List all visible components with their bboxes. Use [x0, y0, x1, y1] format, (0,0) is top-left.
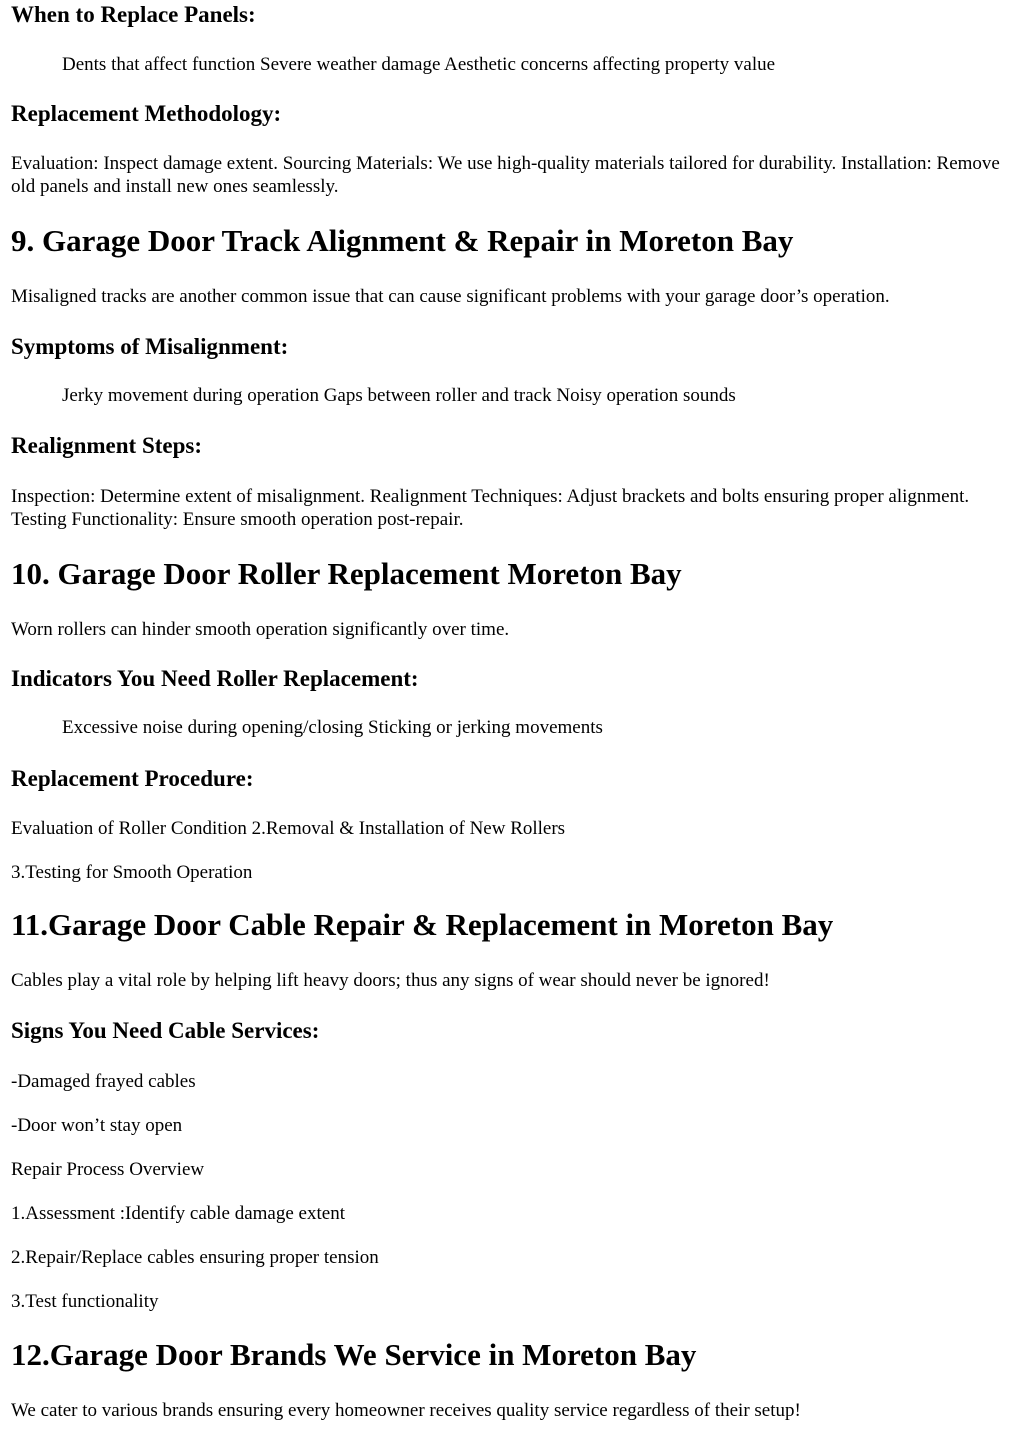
section-11-title: 11.Garage Door Cable Repair & Replacement in Moreton Bay	[11, 907, 834, 942]
roller-indicators-list: Excessive noise during opening/closing Sticking or jerking movements	[62, 717, 603, 738]
cable-signs-heading: Signs You Need Cable Services:	[11, 1018, 320, 1043]
replacement-procedure-line-1: Evaluation of Roller Condition 2.Removal & Installation of New Rollers	[11, 818, 566, 839]
replacement-methodology-text: Evaluation: Inspect damage extent. Sourcing Materials: We use high-quality materials tailored for durability. Installation: Remove old panels and install new ones seamlessly.	[11, 153, 1000, 197]
section-12-intro: We cater to various brands ensuring every homeowner receives quality service regardless of their setup!	[11, 1400, 801, 1421]
replacement-methodology-heading: Replacement Methodology:	[11, 101, 282, 126]
replace-panels-heading: When to Replace Panels:	[11, 2, 256, 27]
section-9-intro: Misaligned tracks are another common issue that can cause significant problems with your garage door’s operation.	[11, 286, 890, 307]
section-11-intro: Cables play a vital role by helping lift heavy doors; thus any signs of wear should never be ignored!	[11, 970, 770, 991]
roller-indicators-heading: Indicators You Need Roller Replacement:	[11, 666, 419, 691]
section-12-title: 12.Garage Door Brands We Service in Moreton Bay	[11, 1337, 697, 1372]
realignment-steps-heading: Realignment Steps:	[11, 433, 203, 458]
section-10-title: 10. Garage Door Roller Replacement Moreton Bay	[11, 556, 682, 591]
realignment-steps-text: Inspection: Determine extent of misalignment. Realignment Techniques: Adjust brackets and bolts ensuring proper alignment. Testing Functionality: Ensure smooth operation post-repair.	[11, 486, 970, 530]
symptoms-list: Jerky movement during operation Gaps between roller and track Noisy operation sounds	[62, 385, 736, 406]
repair-step-1: 1.Assessment :Identify cable damage extent	[11, 1203, 345, 1224]
repair-process-heading: Repair Process Overview	[11, 1159, 205, 1180]
section-10-intro: Worn rollers can hinder smooth operation significantly over time.	[11, 619, 510, 640]
cable-sign-2: -Door won’t stay open	[11, 1115, 183, 1136]
cable-sign-1: -Damaged frayed cables	[11, 1071, 196, 1092]
replacement-procedure-line-2: 3.Testing for Smooth Operation	[11, 862, 253, 883]
replacement-procedure-heading: Replacement Procedure:	[11, 766, 254, 791]
replace-panels-list: Dents that affect function Severe weather damage Aesthetic concerns affecting property value	[62, 54, 776, 75]
repair-step-3: 3.Test functionality	[11, 1291, 159, 1312]
repair-step-2: 2.Repair/Replace cables ensuring proper tension	[11, 1247, 379, 1268]
section-9-title: 9. Garage Door Track Alignment & Repair in Moreton Bay	[11, 223, 794, 258]
symptoms-heading: Symptoms of Misalignment:	[11, 334, 289, 359]
